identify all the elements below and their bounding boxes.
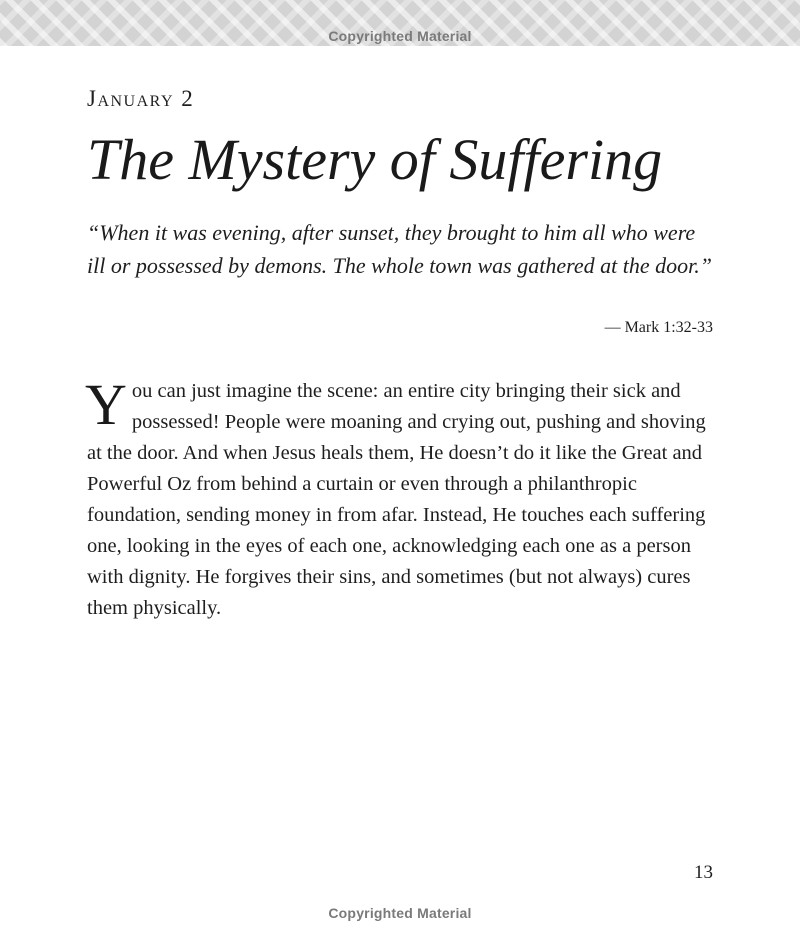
scripture-quote	[87, 216, 717, 282]
page-title: The Mystery of Suffering	[87, 127, 663, 192]
scripture-quote-text: “When it was evening, after sunset, they brought to him all who were ill or possessed by demons. The whole town was gathered at the door.”	[87, 220, 712, 278]
copyright-watermark-bottom: Copyrighted Material	[328, 905, 472, 921]
entry-date: January 2	[87, 86, 195, 111]
drop-cap: Y	[85, 372, 127, 437]
page-number: 13	[694, 862, 713, 883]
devotional-body	[85, 372, 713, 624]
body-paragraph-text: ou can just imagine the scene: an entire city bringing their sick and possessed! People were moaning and crying out, pushing and shoving at the door. And when Jesus heals them, He doesn’t do it like the Great and Powerful Oz from behind a curtain or even through a philanthropic foundation, sending money in from afar. Instead, He touches each suffering one, looking in the eyes of each one, acknowledging each one as a person with dignity. He forgives their sins, and sometimes (but not always) cures them physically.	[87, 380, 706, 619]
body-paragraph	[85, 372, 713, 624]
copyright-watermark-top: Copyrighted Material	[328, 28, 472, 44]
scripture-reference: — Mark 1:32-33	[604, 319, 713, 336]
